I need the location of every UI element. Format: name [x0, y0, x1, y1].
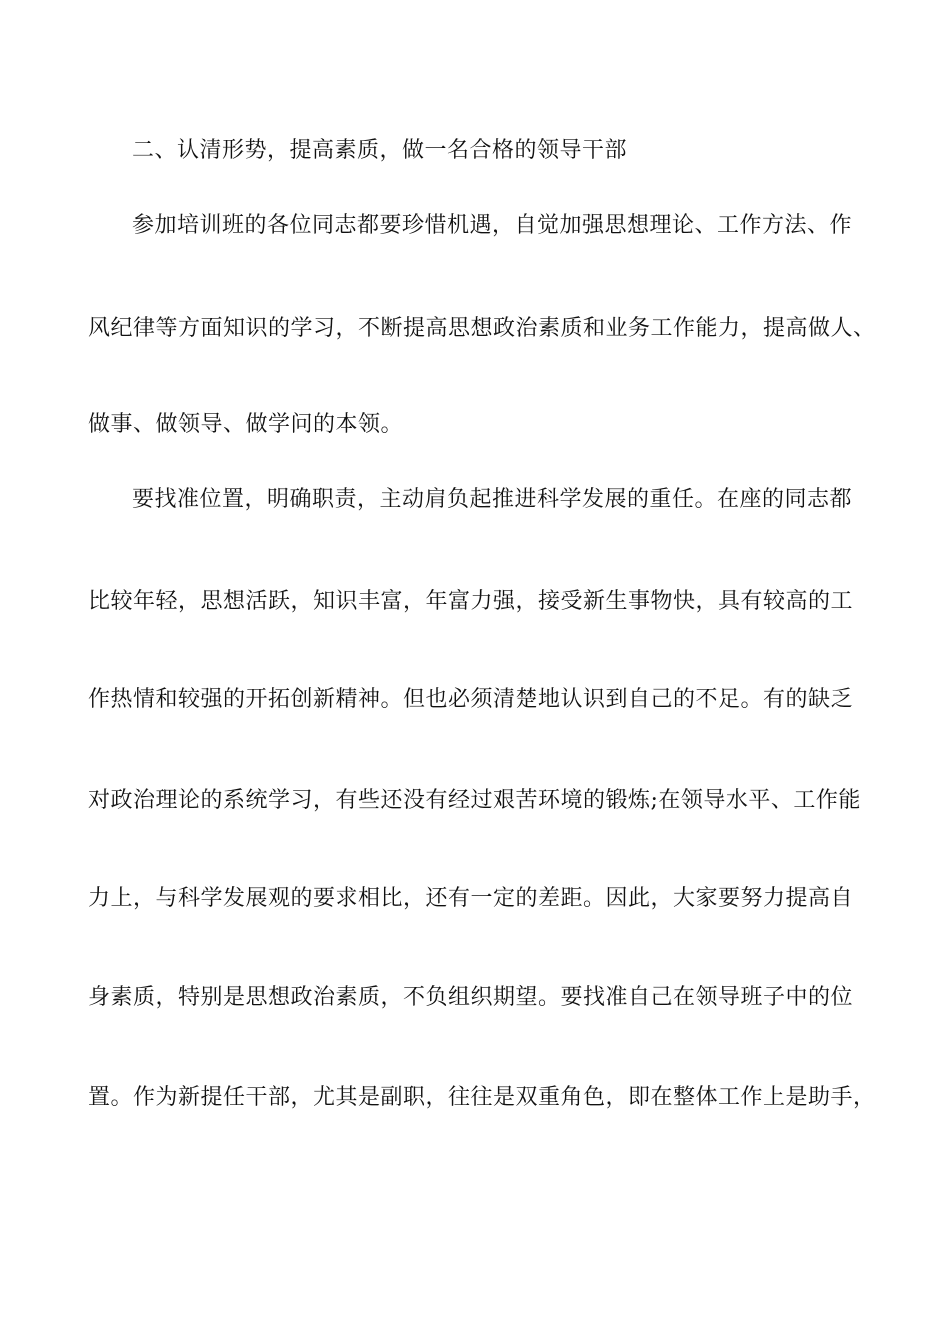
- paragraph-2-line-6: 身素质，特别是思想政治素质，不负组织期望。要找准自己在领导班子中的位: [88, 985, 854, 1010]
- paragraph-2-line-7: 置。作为新提任干部，尤其是副职，往往是双重角色，即在整体工作上是助手，: [88, 1085, 876, 1110]
- paragraph-2-line-2: 比较年轻，思想活跃，知识丰富，年富力强，接受新生事物快，具有较高的工: [88, 589, 854, 614]
- paragraph-2-line-3: 作热情和较强的开拓创新精神。但也必须清楚地认识到自己的不足。有的缺乏: [88, 687, 854, 712]
- paragraph-1-line-1: 参加培训班的各位同志都要珍惜机遇，自觉加强思想理论、工作方法、作: [132, 213, 853, 238]
- paragraph-2-line-4: 对政治理论的系统学习，有些还没有经过艰苦环境的锻炼;在领导水平、工作能: [88, 788, 861, 813]
- paragraph-2-line-5: 力上，与科学发展观的要求相比，还有一定的差距。因此，大家要努力提高自: [88, 886, 854, 911]
- paragraph-2-line-1: 要找准位置，明确职责，主动肩负起推进科学发展的重任。在座的同志都: [132, 487, 853, 512]
- paragraph-1-line-3: 做事、做领导、做学问的本领。: [88, 412, 404, 437]
- section-heading: 二、认清形势，提高素质，做一名合格的领导干部: [132, 138, 628, 163]
- paragraph-1-line-2: 风纪律等方面知识的学习，不断提高思想政治素质和业务工作能力，提高做人、: [88, 316, 876, 341]
